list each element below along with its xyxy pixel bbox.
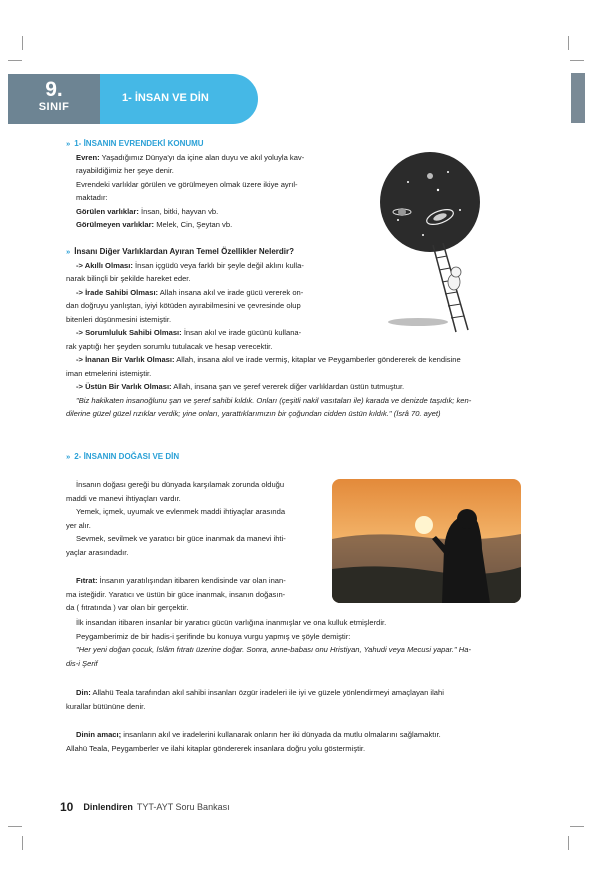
crop-mark	[568, 836, 569, 850]
section-2-continuation: İlk insandan itibaren insanlar bir yaratıcı gücün varlığına inanmışlar ve ona kulluk etmişlerdir. Peygamberimiz de bir hadis-i şerifinde bu konuya vurgu yapmış ve şöyle demiştir: "Her yeni doğan çocuk, İslâm fıtratı üzerine doğar. Sonra, anne-babası onu Hristiyan, Yahudi veya Mecusi yapar." Ha- dis-i Şerif	[66, 616, 526, 670]
quran-quote: "Biz hakikaten insanoğlunu şan ve şeref sahibi kıldık. Onları (çeşitli nakil vasıtaları ile) karada ve denizde taşıdık; ken-	[76, 395, 472, 405]
crop-mark	[570, 826, 584, 827]
bullet-icon: »	[66, 139, 71, 148]
crop-mark	[568, 36, 569, 50]
page-number: 10	[60, 800, 74, 814]
fitrat-paragraph: Fıtrat: İnsanın yaratılışından itibaren kendisinde var olan inan- ma isteğidir. Yaratıcı ve üstün bir güce inanmak, insanın doğasın- da ( fıtratında ) var olan bir gerçektir.	[66, 576, 286, 612]
crop-mark	[570, 60, 584, 61]
question-title: » İnsanı Diğer Varlıklardan Ayıran Temel Özellikler Nelerdir?	[66, 247, 295, 256]
crop-mark	[8, 826, 22, 827]
sunset-prayer-photo	[332, 479, 521, 603]
side-tab	[571, 73, 585, 123]
crop-mark	[22, 836, 23, 850]
bullet-icon: »	[66, 452, 71, 461]
unit-tab	[100, 74, 258, 124]
crop-mark	[8, 60, 22, 61]
unit-title: 1- İNSAN VE DİN	[122, 92, 209, 104]
bullet-icon: »	[66, 247, 71, 256]
section-1-title: » 1- İNSANIN EVRENDEKİ KONUMU	[66, 139, 204, 148]
grade-number: 9.	[45, 78, 63, 101]
section-2-intro: İnsanın doğası gereği bu dünyada karşılamak zorunda olduğu maddi ve manevi ihtiyaçları vardır. Yemek, içmek, uyumak ve evlenmek maddi ihtiyaçlar arasında yer alır. Sevmek, sevilmek ve yaratıcı bir güce inanmak da manevi ihti- yaçlar arasındadır.	[66, 480, 286, 557]
distinguishing-features: » İnsanı Diğer Varlıklardan Ayıran Temel Özellikler Nelerdir? -> Akıllı Olması: İnsan içgüdü veya farklı bir şeyle değil aklını kulla- narak bilinçli bir şekilde hareket eder. -> İrade Sahibi Olması: Allah insana akıl ve irade gücü vererek on- dan doğruyu yanlıştan, iyiyi kötüden ayırabilmesini ve çevresinde olup bitenleri düşünmesini istemiştir. -> Sorumluluk Sahibi Olması: İnsan akıl ve irade gücünü kullana- rak yaptığı her şeyden sorumlu tutulacak ve hesap verecektir. -> İnanan Bir Varlık Olması: Allah, insana akıl ve irade vermiş, kitaplar ve Peygamberler göndererek de kendisine iman etmelerini istemiştir. -> Üstün Bir Varlık Olması: Allah, insana şan ve şeref vererek diğer varlıklardan üstün tutmuştur. "Biz hakikaten insanoğlunu şan ve şeref sahibi kıldık. Onları (çeşitli nakil vasıtaları ile) karada ve denizde taşıdık; ken- dilerine güzel güzel rızıklar verdik; yine onları, yarattıklarımızın bir çoğundan cidden üstün kıldık." (İsrâ 70. ayet)	[66, 245, 526, 421]
grade-word: SINIF	[38, 101, 70, 113]
section-1: » 1- İNSANIN EVRENDEKİ KONUMU Evren: Yaşadığımız Dünya'yı da içine alan duyu ve akıl yoluyla kav- rayabildiğimiz her şeye denir. Evrendeki varlıklar görülen ve görülmeyen olmak üzere ikiye ayrıl- maktadır: Görülen varlıklar: İnsan, bitki, hayvan vb. Görülmeyen varlıklar: Melek, Cin, Şeytan vb.	[66, 137, 366, 232]
series-name: TYT-AYT Soru Bankası	[136, 802, 230, 812]
chapter-header	[8, 74, 258, 124]
section-2-title: » 2- İNSANIN DOĞASI VE DİN	[66, 452, 180, 461]
brand-name: Dinlendiren	[83, 802, 133, 812]
grade-badge	[8, 74, 100, 124]
page-footer	[60, 800, 230, 814]
din-purpose: Dinin amacı; insanların akıl ve iradelerini kullanarak onların her iki dünyada da mutlu olmalarını sağlamaktır. Allahü Teala, Peygamberler ve ilahi kitaplar göndererek insanlara doğru yolu göstermiştir.	[66, 730, 441, 753]
crop-mark	[22, 36, 23, 50]
hadith-quote: "Her yeni doğan çocuk, İslâm fıtratı üzerine doğar. Sonra, anne-babası onu Hristiyan, Yahudi veya Mecusi yapar." Ha-	[76, 645, 471, 654]
din-definition: Din: Allahü Teala tarafından akıl sahibi insanları özgür iradeleri ile iyi ve güzele yönlendirmeyi amaçlayan ilahi kurallar bütününe denir.	[66, 688, 444, 711]
